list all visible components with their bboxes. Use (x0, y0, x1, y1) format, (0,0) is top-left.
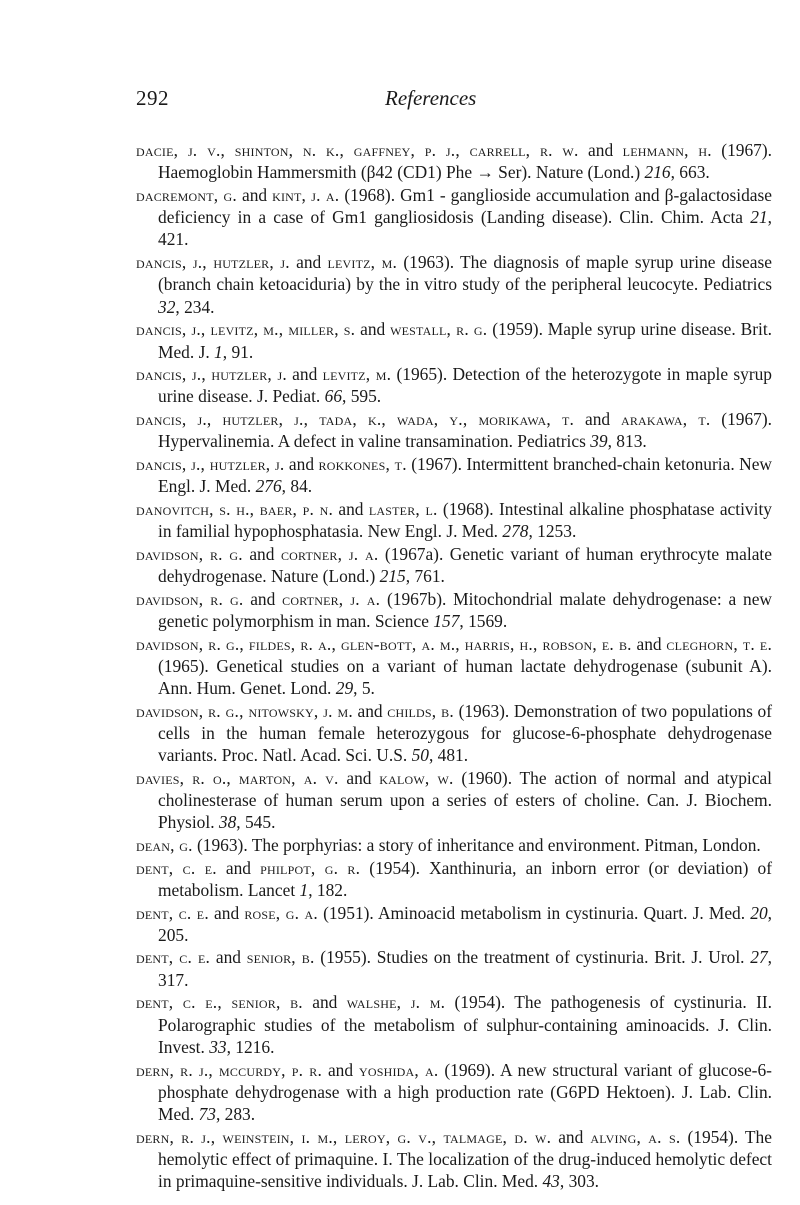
reference-volume: 43 (542, 1171, 560, 1192)
reference-entry (136, 543, 772, 588)
reference-authors: dancis, j., hutzler, j. (136, 364, 287, 385)
reference-connector: and (338, 767, 380, 788)
reference-volume: 216 (644, 162, 671, 183)
reference-last-author: cleghorn, t. e. (666, 633, 773, 654)
reference-authors: danovitch, s. h., baer, p. n. (136, 498, 334, 519)
reference-entry (136, 251, 772, 318)
reference-last-author: levitz, m. (322, 364, 392, 385)
reference-pages: , 234. (175, 296, 215, 317)
reference-last-author: levitz, m. (327, 252, 398, 273)
reference-citation: (1963). Demonstration of two populations of cells in the human female heterozygous for glucose-6-phosphate dehydrogenase variants. Proc. Natl. Acad. Sci. U.S. (158, 700, 772, 766)
reference-pages: , 545. (236, 812, 276, 833)
reference-authors: dent, c. e. (136, 857, 217, 878)
reference-pages: , 663. (670, 162, 710, 183)
reference-citation: (1967a). Genetic variant of human erythrocyte malate dehydrogenase. Nature (Lond.) (158, 543, 772, 587)
reference-last-author: westall, r. g. (390, 319, 488, 340)
reference-connector: and (322, 1059, 359, 1080)
reference-citation: (1968). Intestinal alkaline phosphatase activity in familial hypophosphatasia. New Engl. J. Med. (158, 498, 772, 542)
reference-connector: and (286, 364, 323, 385)
reference-last-author: arakawa, t. (620, 409, 711, 430)
reference-entry (136, 363, 772, 408)
reference-entry (136, 498, 772, 543)
reference-citation: (1967). Haemoglobin Hammersmith (β42 (CD1) Phe → Ser). Nature (Lond.) (158, 140, 773, 183)
reference-entry (136, 408, 772, 453)
reference-volume: 157 (433, 610, 460, 631)
reference-connector: and (243, 588, 283, 609)
reference-authors: davidson, r. g. (136, 588, 244, 609)
reference-pages: , 1216. (226, 1036, 275, 1057)
reference-authors: dacremont, g. (136, 184, 237, 205)
reference-entry (136, 1126, 772, 1193)
reference-volume: 29 (335, 678, 354, 699)
reference-connector: and (551, 1126, 591, 1147)
reference-volume: 50 (411, 745, 429, 766)
reference-authors: davidson, r. g., fildes, r. a., glen-bott, a. m., harris, h., robson, e. b. (136, 633, 632, 654)
reference-entry (136, 946, 772, 991)
reference-pages: , 421. (158, 207, 772, 250)
reference-connector: and (574, 409, 621, 430)
reference-citation: (1969). A new structural variant of glucose-6-phosphate dehydrogenase with a high production rate (G6PD Hektoen). J. Lab. Clin. Med. (158, 1059, 772, 1125)
reference-citation: (1954). The hemolytic effect of primaquine. I. The localization of the drug-induced hemolytic defect in primaquine-sensitive individuals. J. Lab. Clin. Med. (158, 1126, 772, 1192)
reference-connector: and (208, 902, 245, 923)
reference-citation: (1954). Xanthinuria, an inborn error (or deviation) of metabolism. Lancet (158, 857, 773, 900)
reference-last-author: kalow, w. (379, 767, 454, 788)
reference-entry (136, 184, 772, 251)
reference-citation: (1955). Studies on the treatment of cystinuria. Brit. J. Urol. (314, 947, 751, 968)
reference-last-author: yoshida, a. (358, 1059, 439, 1080)
reference-pages: , 182. (308, 879, 348, 900)
reference-last-author: cortner, j. a. (282, 588, 381, 609)
reference-volume: 215 (379, 566, 406, 587)
reference-entry (136, 139, 772, 184)
reference-entry (136, 834, 772, 856)
page-number: 292 (136, 86, 169, 110)
reference-connector: and (236, 184, 273, 205)
reference-volume: 33 (209, 1036, 227, 1057)
reference-last-author: rose, g. a. (244, 902, 318, 923)
reference-volume: 1 (299, 879, 309, 900)
reference-entry (136, 453, 772, 498)
reference-authors: davies, r. o., marton, a. v. (136, 767, 339, 788)
reference-authors: dent, c. e. (136, 902, 209, 923)
reference-volume: 278 (502, 521, 529, 542)
reference-connector: and (210, 947, 247, 968)
reference-last-author: rokkones, t. (318, 453, 407, 474)
reference-connector: and (333, 498, 369, 519)
reference-connector: and (302, 992, 347, 1013)
reference-connector: and (631, 633, 667, 654)
reference-citation: (1965). Detection of the heterozygote in maple syrup urine disease. J. Pediat. (158, 364, 772, 407)
reference-entry (136, 700, 772, 767)
reference-volume: 21 (750, 207, 768, 228)
reference-authors: dancis, j., levitz, m., miller, s. (136, 319, 356, 340)
reference-entry (136, 318, 772, 363)
reference-authors: dent, c. e. (136, 947, 211, 968)
reference-citation: (1951). Aminoacid metabolism in cystinuria. Quart. J. Med. (317, 902, 751, 923)
reference-citation: (1959). Maple syrup urine disease. Brit. Med. J. (158, 319, 773, 362)
reference-volume: 66 (324, 386, 343, 407)
reference-volume: 32 (158, 296, 176, 317)
reference-last-author: childs, b. (387, 700, 454, 721)
reference-last-author: walshe, j. m. (346, 992, 446, 1013)
reference-connector: and (289, 252, 328, 273)
reference-volume: 27 (750, 947, 768, 968)
reference-pages: , 317. (158, 947, 773, 990)
reference-entry (136, 633, 772, 700)
reference-connector: and (352, 700, 388, 721)
reference-authors: dern, r. j., weinstein, i. m., leroy, g. v., talmage, d. w. (136, 1126, 552, 1147)
reference-entry (136, 991, 772, 1058)
reference-citation: (1967). Hypervalinemia. A defect in valine transamination. Pediatrics (158, 409, 772, 452)
reference-entry (136, 902, 772, 947)
reference-connector: and (216, 857, 261, 878)
reference-entry (136, 767, 772, 834)
reference-citation: (1967b). Mitochondrial malate dehydrogenase: a new genetic polymorphism in man. Science (158, 588, 772, 631)
reference-last-author: laster, l. (368, 498, 438, 519)
reference-volume: 276 (255, 476, 282, 497)
reference-last-author: cortner, j. a. (280, 543, 379, 564)
reference-authors: dent, c. e., senior, b. (136, 992, 303, 1013)
reference-pages: , 205. (158, 902, 772, 945)
reference-last-author: kint, j. a. (272, 184, 340, 205)
reference-pages: , 813. (607, 431, 647, 452)
reference-entry (136, 857, 772, 902)
reference-connector: and (284, 453, 319, 474)
reference-citation: (1963). The porphyrias: a story of inheritance and environment. Pitman, London. (192, 835, 761, 856)
reference-last-author: senior, b. (246, 947, 315, 968)
reference-authors: dancis, j., hutzler, j., tada, k., wada, y., morikawa, t. (136, 409, 575, 430)
reference-last-author: alving, a. s. (590, 1126, 681, 1147)
reference-pages: , 1569. (459, 610, 508, 631)
reference-authors: dancis, j., hutzler, j. (136, 453, 285, 474)
reference-pages: , 481. (428, 745, 469, 766)
reference-volume: 20 (750, 902, 768, 923)
running-title: References (385, 86, 477, 110)
reference-volume: 73 (198, 1104, 216, 1125)
reference-citation: (1967). Intermittent branched-chain ketonuria. New Engl. J. Med. (158, 453, 772, 497)
reference-pages: , 283. (215, 1104, 256, 1125)
reference-volume: 38 (218, 812, 237, 833)
reference-authors: dern, r. j., mccurdy, p. r. (136, 1059, 323, 1080)
reference-citation: (1968). Gm1 - ganglioside accumulation and β-galactosidase deficiency in a case of Gm1 gangliosidosis (Landing disease). Clin. Chim. Acta (158, 184, 772, 228)
reference-pages: , 1253. (528, 521, 577, 542)
reference-citation: (1954). The pathogenesis of cystinuria. II. Polarographic studies of the metabolism of sulphur-containing aminoacids. J. Clin. Invest. (158, 992, 773, 1057)
reference-pages: , 91. (222, 341, 254, 362)
reference-pages: , 761. (405, 566, 445, 587)
reference-list (136, 139, 772, 1193)
reference-authors: davidson, r. g., nitowsky, j. m. (136, 700, 353, 721)
reference-pages: , 303. (559, 1171, 600, 1192)
reference-pages: , 5. (353, 678, 375, 699)
reference-authors: davidson, r. g. (136, 543, 243, 564)
reference-authors: dean, g. (136, 835, 193, 856)
reference-connector: and (242, 543, 281, 564)
reference-citation: (1963). The diagnosis of maple syrup urine disease (branch chain ketoaciduria) by the in vitro study of the peripheral leucocyte. Pediatrics (158, 252, 772, 295)
reference-authors: dacie, j. v., shinton, n. k., gaffney, p. j., carrell, r. w. (136, 140, 579, 160)
reference-volume: 1 (214, 341, 223, 362)
reference-entry (136, 1059, 772, 1126)
reference-entry (136, 588, 772, 633)
reference-volume: 39 (590, 431, 608, 452)
reference-last-author: philpot, g. r. (260, 857, 361, 878)
reference-citation: (1960). The action of normal and atypical cholinesterase of human serum upon a series of esters of choline. Can. J. Biochem. Physiol. (158, 767, 772, 833)
reference-pages: , 84. (281, 476, 313, 497)
reference-pages: , 595. (342, 386, 382, 407)
reference-authors: dancis, j., hutzler, j. (136, 252, 290, 273)
reference-last-author: lehmann, h. (622, 140, 712, 160)
reference-citation: (1965). Genetical studies on a variant of human lactate dehydrogenase (subunit A). Ann. Hum. Genet. Lond. (158, 655, 772, 699)
reference-connector: and (355, 319, 391, 340)
reference-connector: and (578, 140, 623, 160)
